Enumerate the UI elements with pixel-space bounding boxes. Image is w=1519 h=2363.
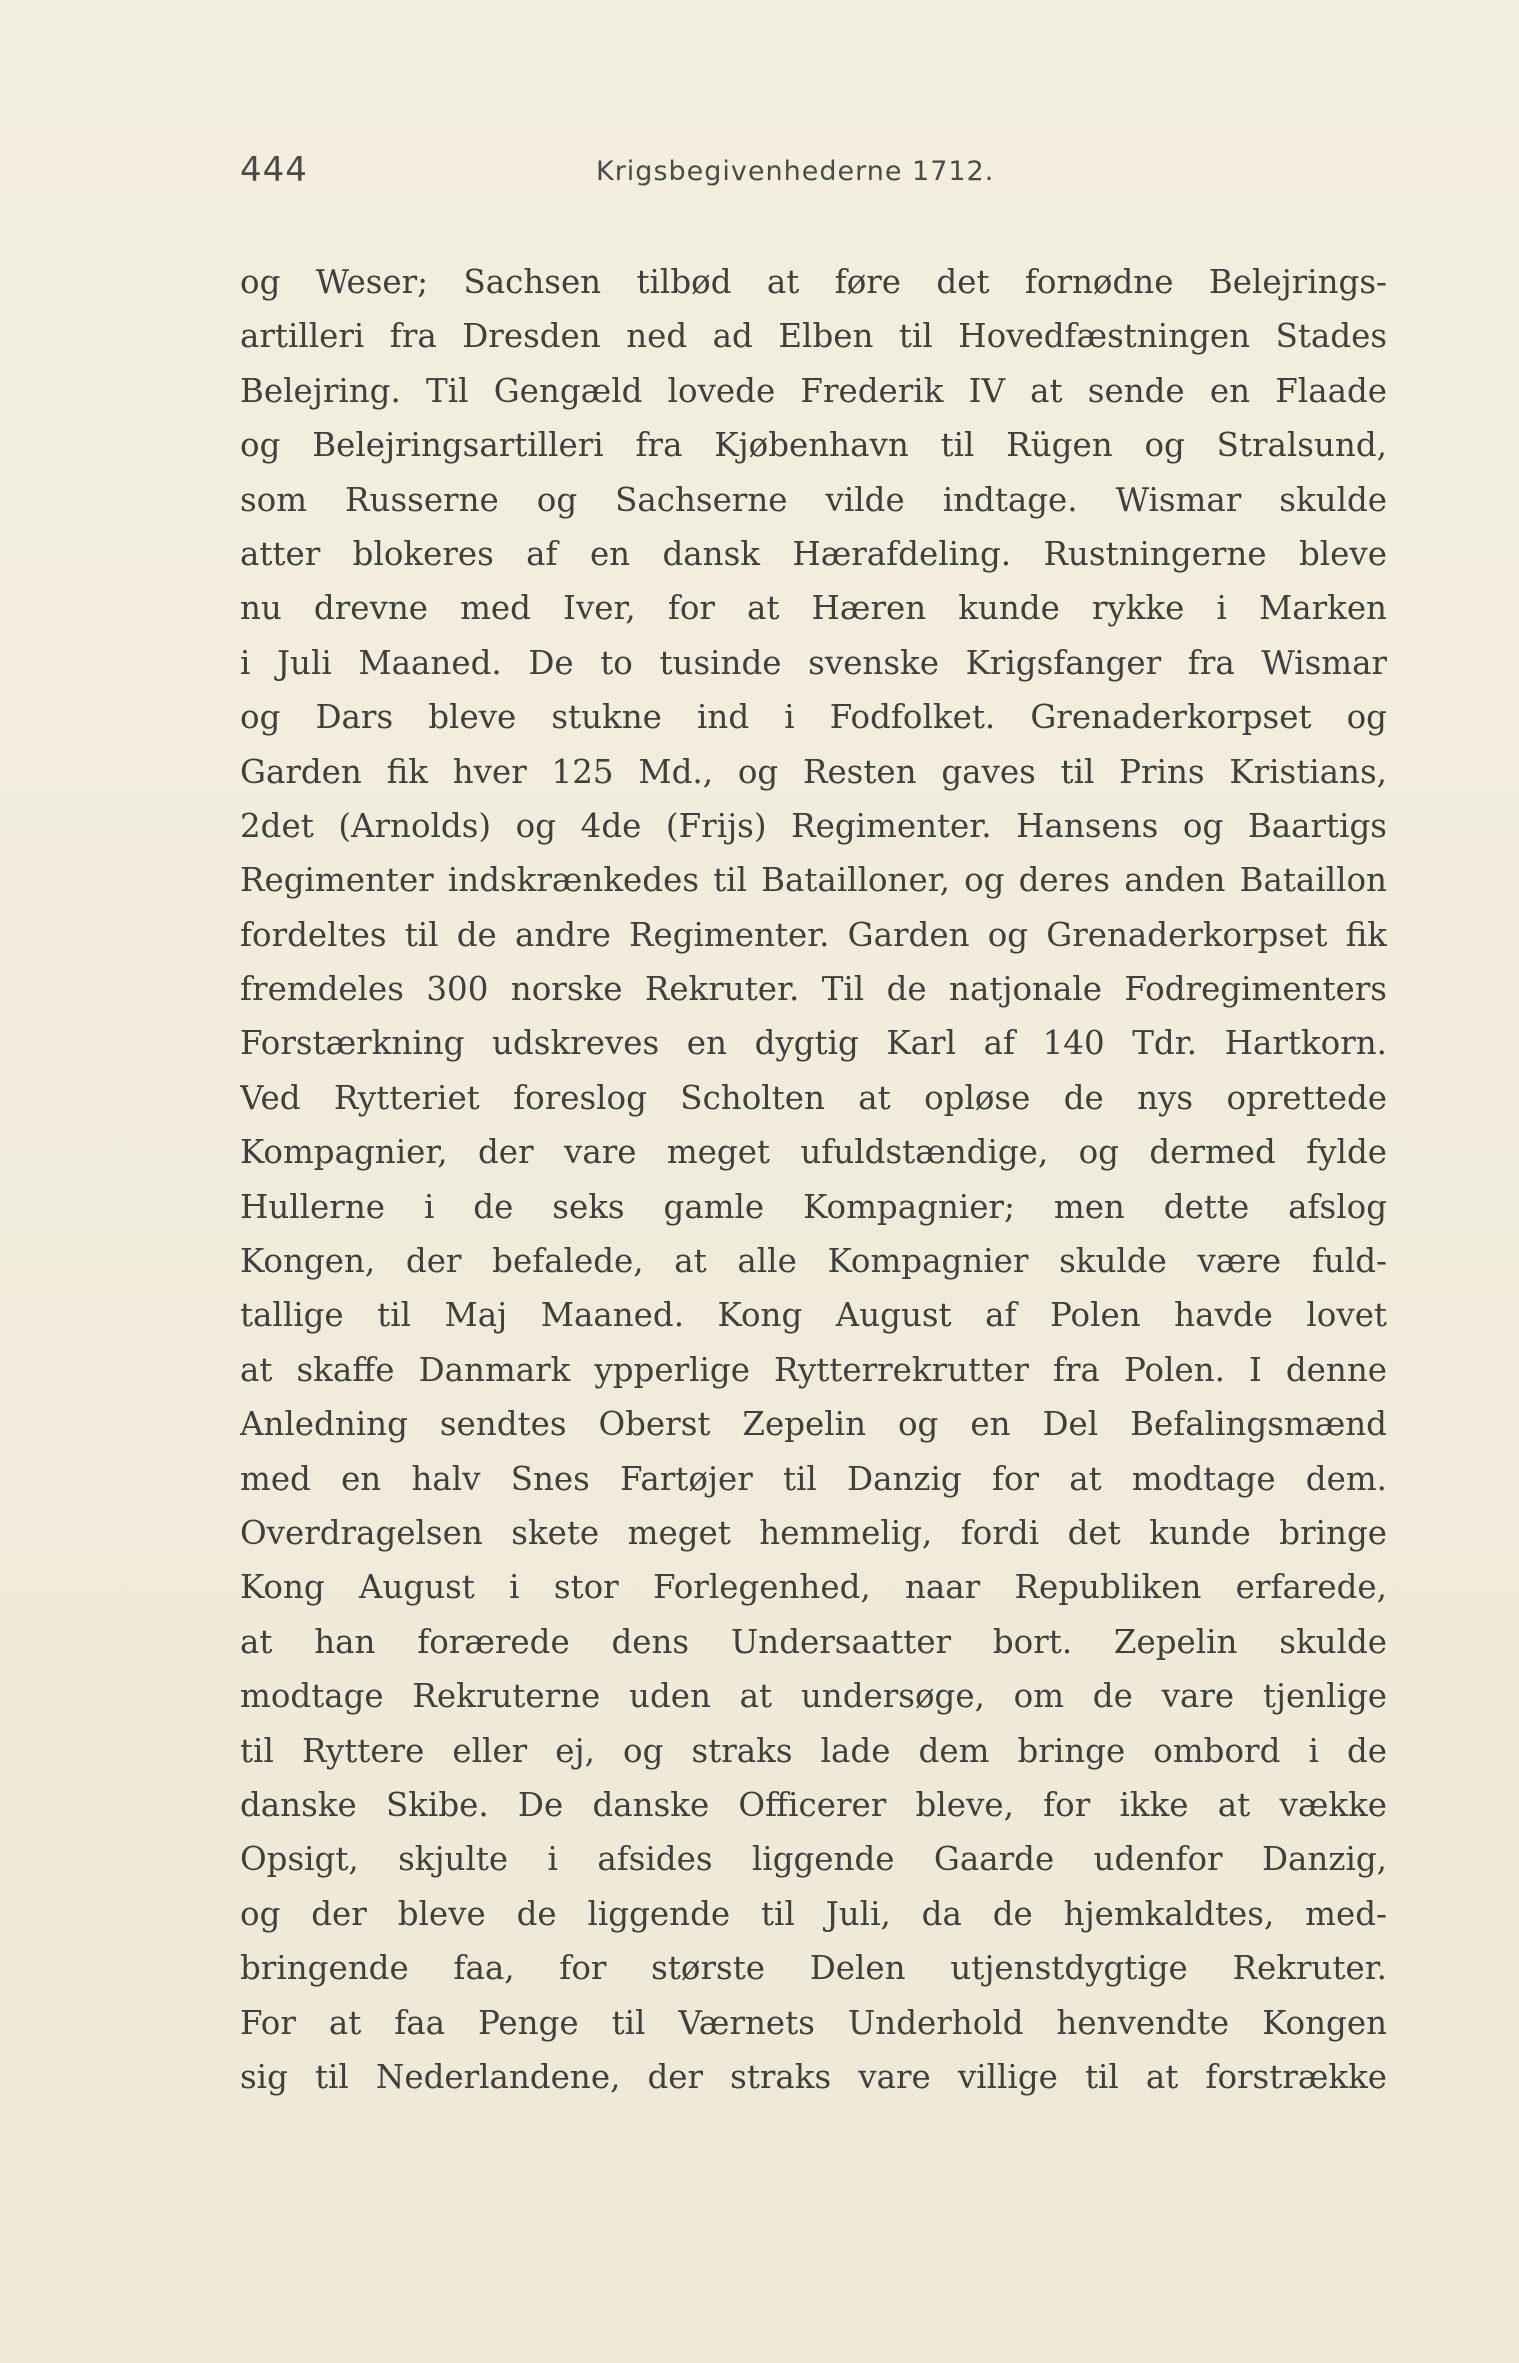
text-line: Belejring. Til Gengæld lovede Frederik IV at sende en Flaade xyxy=(240,371,1387,410)
text-line: Kong August i stor Forlegenhed, naar Republiken erfarede, xyxy=(240,1568,1387,1607)
text-line: og Dars bleve stukne ind i Fodfolket. Grenaderkorpset og xyxy=(240,698,1387,737)
text-line: fordeltes til de andre Regimenter. Garden og Grenaderkorpset fik xyxy=(240,915,1387,954)
text-line: fremdeles 300 norske Rekruter. Til de natjonale Fodregimenters xyxy=(240,970,1387,1009)
text-line: Garden fik hver 125 Md., og Resten gaves til Prins Kristians, xyxy=(240,752,1387,791)
text-line: med en halv Snes Fartøjer til Danzig for at modtage dem. xyxy=(240,1459,1387,1498)
text-line: tallige til Maj Maaned. Kong August af Polen havde lovet xyxy=(240,1296,1387,1335)
text-line: atter blokeres af en dansk Hærafdeling. Rustningerne bleve xyxy=(240,534,1387,573)
text-line: at skaffe Danmark ypperlige Rytterrekrutter fra Polen. I denne xyxy=(240,1350,1387,1389)
text-line: bringende faa, for største Delen utjenstdygtige Rekruter. xyxy=(240,1949,1387,1988)
text-line: modtage Rekruterne uden at undersøge, om de vare tjenlige xyxy=(240,1677,1387,1716)
text-line: som Russerne og Sachserne vilde indtage. Wismar skulde xyxy=(240,480,1387,519)
text-line: og der bleve de liggende til Juli, da de hjemkaldtes, med- xyxy=(240,1894,1387,1933)
text-line: Opsigt, skjulte i afsides liggende Gaarde udenfor Danzig, xyxy=(240,1840,1387,1879)
text-line: at han forærede dens Undersaatter bort. Zepelin skulde xyxy=(240,1622,1387,1661)
text-line: Regimenter indskrænkedes til Batailloner, og deres anden Bataillon xyxy=(240,861,1387,900)
text-line: og Belejringsartilleri fra Kjøbenhavn til Rügen og Stralsund, xyxy=(240,426,1387,465)
text-line: danske Skibe. De danske Officerer bleve, for ikke at vække xyxy=(240,1785,1387,1824)
text-line: til Ryttere eller ej, og straks lade dem bringe ombord i de xyxy=(240,1731,1387,1770)
text-line: nu drevne med Iver, for at Hæren kunde rykke i Marken xyxy=(240,589,1387,628)
text-line: Anledning sendtes Oberst Zepelin og en Del Befalingsmænd xyxy=(240,1405,1387,1444)
text-line: artilleri fra Dresden ned ad Elben til Hovedfæstningen Stades xyxy=(240,317,1387,356)
text-line: Hullerne i de seks gamle Kompagnier; men dette afslog xyxy=(240,1187,1387,1226)
text-line: og Weser; Sachsen tilbød at føre det fornødne Belejrings- xyxy=(240,263,1387,301)
text-line: Overdragelsen skete meget hemmelig, fordi det kunde bringe xyxy=(240,1513,1387,1552)
text-line: For at faa Penge til Værnets Underhold henvendte Kongen xyxy=(240,2003,1387,2042)
text-line: Kompagnier, der vare meget ufuldstændige, og dermed fylde xyxy=(240,1133,1387,1172)
text-line: Ved Rytteriet foreslog Scholten at opløse de nys oprettede xyxy=(240,1078,1387,1117)
running-title: Krigsbegivenhederne 1712. xyxy=(596,156,995,187)
body-text xyxy=(240,255,1387,2104)
text-line: i Juli Maaned. De to tusinde svenske Krigsfanger fra Wismar xyxy=(240,643,1387,682)
text-line: Kongen, der befalede, at alle Kompagnier skulde være fuld- xyxy=(240,1242,1387,1281)
text-line: Forstærkning udskreves en dygtig Karl af 140 Tdr. Hartkorn. xyxy=(240,1024,1387,1063)
page-number: 444 xyxy=(240,150,308,190)
text-line: sig til Nederlandene, der straks vare villige til at forstrække xyxy=(240,2057,1387,2096)
running-head xyxy=(240,150,1390,210)
text-line: 2det (Arnolds) og 4de (Frijs) Regimenter. Hansens og Baartigs xyxy=(240,806,1387,845)
